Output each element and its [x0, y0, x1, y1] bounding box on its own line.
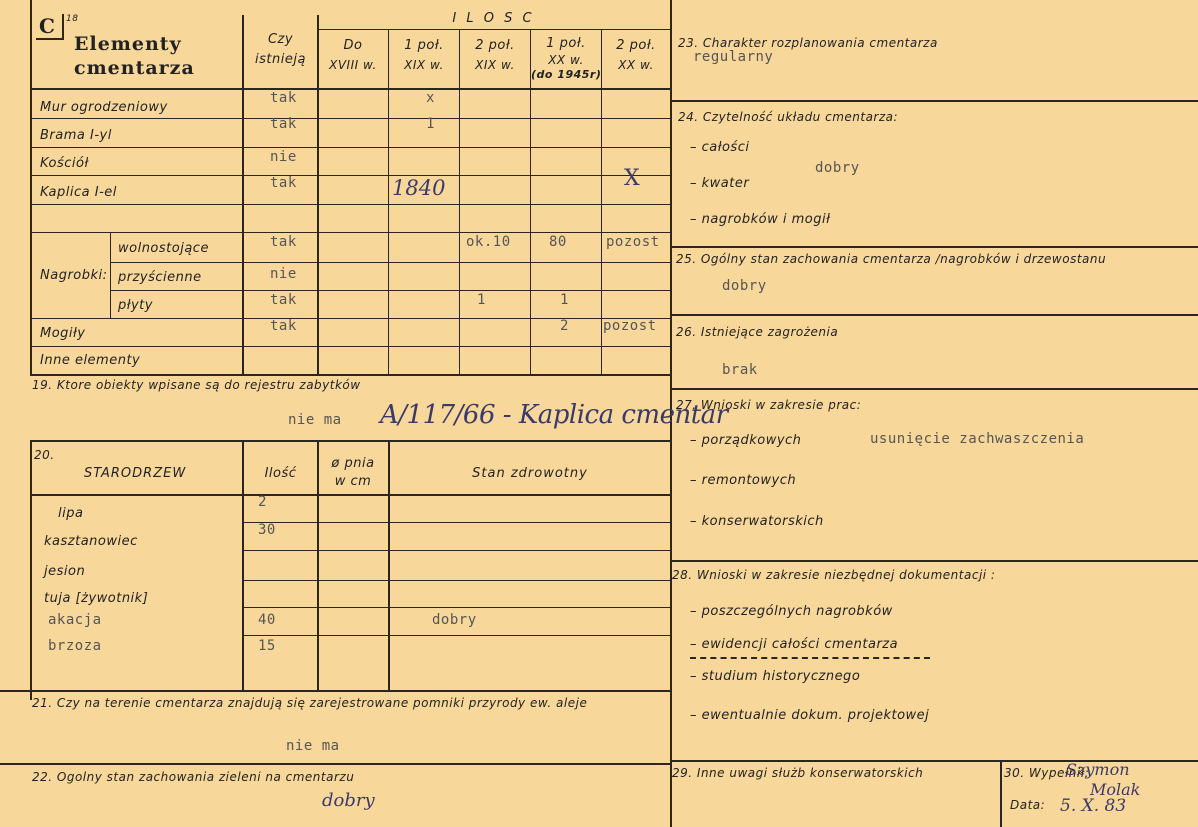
hline — [110, 290, 670, 291]
row-value: 80 — [549, 234, 567, 250]
tree-count: 30 — [258, 522, 276, 538]
s28-label: 28. Wnioski w zakresie niezbędnej dokumentacji : — [672, 568, 996, 582]
s28-item: – ewidencji całości cmentarza — [690, 637, 899, 652]
row-value: 1 — [477, 292, 486, 308]
row-label: Brama I-yl — [40, 128, 112, 143]
s22-label: 22. Ogolny stan zachowania zieleni na cmentarzu — [32, 770, 355, 784]
tree-name: kasztanowiec — [44, 534, 138, 549]
hline — [670, 246, 1198, 248]
vline — [388, 29, 389, 375]
col-header: XIX w. — [475, 58, 515, 72]
nagrobki-label: Nagrobki: — [40, 268, 108, 283]
row-value: pozost — [606, 234, 660, 250]
row-label: wolnostojące — [118, 241, 209, 256]
hline — [30, 175, 670, 176]
col-header: 1 poł. — [404, 38, 444, 53]
s30-handwritten-date: 5. X. 83 — [1060, 796, 1127, 816]
vline — [242, 15, 244, 375]
tree-count: 15 — [258, 638, 276, 654]
s20-header-diameter-unit: w cm — [334, 474, 372, 489]
row-label: przyścienne — [118, 270, 202, 285]
row-value: x — [426, 90, 435, 106]
s27-label: 27. Wnioski w zakresie prac: — [676, 398, 862, 412]
hline — [30, 147, 670, 148]
row-value: pozost — [603, 318, 657, 334]
tree-name: jesion — [44, 564, 86, 579]
s29-label: 29. Inne uwagi służb konserwatorskich — [672, 766, 924, 780]
hline — [30, 204, 670, 205]
s27-item: – porządkowych — [690, 433, 802, 448]
s25-label: 25. Ogólny stan zachowania cmentarza /nagrobków i drzewostanu — [676, 252, 1107, 266]
row-exists: tak — [270, 90, 297, 106]
row-exists: tak — [270, 175, 297, 191]
s21-label: 21. Czy na terenie cmentarza znajdują się zarejestrowane pomniki przyrody ew. aleje — [32, 696, 588, 710]
s19-label: 19. Ktore obiekty wpisane są do rejestru zabytków — [32, 378, 361, 392]
s28-item: – ewentualnie dokum. projektowej — [690, 708, 930, 723]
card-letter: C — [39, 14, 56, 38]
tree-count: 2 — [258, 494, 267, 510]
title-line1: Elementy — [74, 33, 182, 55]
hline — [30, 440, 670, 442]
s23-typed: regularny — [693, 49, 774, 65]
row-exists: tak — [270, 318, 297, 334]
s30-date-label: Data: — [1010, 798, 1046, 812]
s30-handwritten-name1: Szymon — [1066, 760, 1130, 779]
row-exists: nie — [270, 266, 297, 282]
col-header: XVIII w. — [329, 58, 377, 72]
hline — [670, 100, 1198, 102]
s30-label: 30. Wypełnił: — [1004, 766, 1090, 780]
col-header: 2 poł. — [475, 38, 515, 53]
s19-handwritten: A/117/66 - Kaplica cmentar — [380, 400, 728, 430]
row-label: Mur ogrodzeniowy — [40, 100, 168, 115]
col-header: XX w. — [548, 53, 584, 67]
s25-typed: dobry — [722, 278, 767, 294]
hline — [242, 635, 670, 636]
hline — [242, 607, 670, 608]
hline — [30, 346, 670, 347]
vline — [601, 29, 602, 375]
col-header: Do — [343, 38, 363, 53]
vline — [110, 232, 111, 318]
hline — [0, 690, 670, 692]
row-exists: tak — [270, 116, 297, 132]
s24-label: 24. Czytelność układu cmentarza: — [678, 110, 899, 124]
hline — [670, 314, 1198, 316]
row-exists: tak — [270, 234, 297, 250]
hline — [30, 88, 670, 90]
hline — [110, 262, 670, 263]
hline — [242, 550, 670, 551]
s24-typed: dobry — [815, 160, 860, 176]
hline — [0, 763, 670, 765]
hline — [30, 318, 670, 319]
hline — [242, 522, 670, 523]
row-value: 1 — [560, 292, 569, 308]
s26-typed: brak — [722, 362, 758, 378]
col-exists-1: Czy — [267, 32, 294, 47]
row-exists: tak — [270, 292, 297, 308]
hline — [242, 580, 670, 581]
handwritten-year: 1840 — [392, 176, 446, 200]
tree-state: dobry — [432, 612, 477, 628]
title-line2: cmentarza — [74, 57, 195, 79]
row-label: Kościół — [40, 156, 89, 171]
hline — [30, 374, 670, 376]
tree-name: brzoza — [48, 638, 102, 654]
dashed-underline — [690, 657, 930, 659]
tree-name: lipa — [58, 506, 84, 521]
s22-handwritten: dobry — [322, 790, 375, 811]
row-label: Inne elementy — [40, 353, 141, 368]
hline — [30, 118, 670, 119]
card-number: 18 — [66, 14, 79, 24]
hline — [670, 388, 1198, 390]
s30-handwritten-name2: Molak — [1090, 780, 1141, 799]
s19-typed: nie ma — [288, 412, 342, 428]
s27-typed: usunięcie zachwaszczenia — [870, 431, 1085, 447]
col-exists-2: istnieją — [255, 52, 306, 67]
tree-name: tuja [żywotnik] — [44, 591, 149, 606]
s23-label: 23. Charakter rozplanowania cmentarza — [678, 36, 938, 50]
s20-header-health: Stan zdrowotny — [472, 466, 588, 481]
tree-name: akacja — [48, 612, 102, 628]
s28-item: – studium historycznego — [690, 669, 861, 684]
row-value: ok.10 — [466, 234, 511, 250]
col-header: 2 poł. — [616, 38, 656, 53]
s21-typed: nie ma — [286, 738, 340, 754]
row-value: 2 — [560, 318, 569, 334]
col-header: XIX w. — [404, 58, 444, 72]
tree-count: 40 — [258, 612, 276, 628]
vline — [1000, 760, 1002, 827]
vline — [459, 29, 460, 375]
row-label: Kaplica I-el — [40, 185, 117, 200]
s20-num: 20. — [34, 448, 55, 462]
ilosc-underline — [317, 29, 670, 30]
hline — [30, 232, 670, 233]
s27-item: – konserwatorskich — [690, 514, 824, 529]
col-header: 1 poł. — [546, 36, 586, 51]
s28-item: – poszczególnych nagrobków — [690, 604, 893, 619]
s24-item: – kwater — [690, 176, 750, 191]
row-exists: nie — [270, 149, 297, 165]
s24-item: – całości — [690, 140, 750, 155]
row-label: Mogiły — [40, 326, 86, 341]
hline — [670, 560, 1198, 562]
row-value: 1 — [426, 116, 435, 132]
s26-label: 26. Istniejące zagrożenia — [676, 325, 839, 339]
left-margin-line-2 — [30, 440, 32, 700]
s20-header-trees: STARODRZEW — [84, 466, 187, 481]
ilosc-header: I L O S C — [452, 11, 535, 26]
hline — [30, 494, 670, 496]
col-header: (do 1945r) — [531, 68, 602, 81]
s27-item: – remontowych — [690, 473, 797, 488]
s20-header-count: Ilość — [264, 466, 297, 481]
row-label: płyty — [118, 298, 153, 313]
handwritten-mark: X — [624, 166, 640, 191]
s24-item: – nagrobków i mogił — [690, 212, 831, 227]
s20-header-diameter: ø pnia — [331, 456, 375, 471]
col-header: XX w. — [618, 58, 654, 72]
